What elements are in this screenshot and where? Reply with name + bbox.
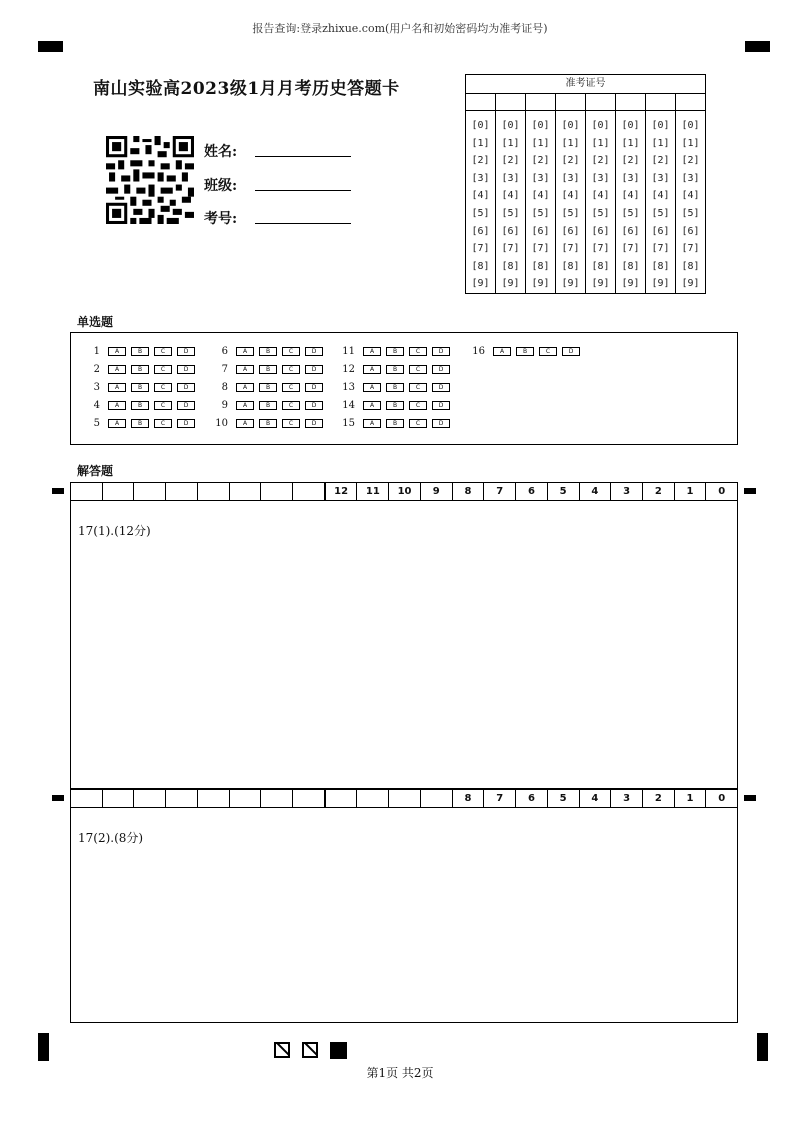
mc-option-bubble[interactable]: B — [131, 383, 149, 392]
score-cell[interactable] — [103, 790, 135, 807]
exam-id-bubble[interactable]: [7] — [681, 243, 700, 255]
page-mark-hatched-1-icon — [274, 1042, 290, 1058]
exam-id-bubble[interactable]: [3] — [501, 172, 520, 184]
mc-option-bubble[interactable]: B — [259, 401, 277, 410]
exam-number-field[interactable] — [255, 208, 351, 224]
mc-option-bubble[interactable]: B — [259, 347, 277, 356]
score-cell[interactable]: 6 — [516, 483, 548, 500]
page-title: 南山实验高2023级1月月考历史答题卡 — [93, 79, 400, 99]
mc-question — [206, 418, 328, 429]
mc-option-bubble[interactable]: C — [409, 347, 427, 356]
exam-id-bubble[interactable]: [1] — [651, 137, 670, 149]
score-cell[interactable]: 12 — [326, 483, 358, 500]
registration-mark-top-left — [38, 41, 63, 52]
exam-id-bubble[interactable]: [8] — [621, 260, 640, 272]
mc-option-bubble[interactable]: A — [236, 419, 254, 428]
mc-question-number: 8 — [221, 382, 228, 393]
exam-id-bubble[interactable]: [2] — [561, 155, 580, 167]
exam-id-bubble[interactable]: [9] — [681, 278, 700, 290]
mc-option-bubble[interactable]: B — [131, 365, 149, 374]
exam-id-write-cell[interactable] — [556, 94, 586, 110]
mc-question — [463, 346, 585, 357]
mc-question-number: 10 — [215, 418, 228, 429]
mc-question-number: 2 — [93, 364, 100, 375]
exam-id-bubble[interactable]: [2] — [501, 155, 520, 167]
mc-option-bubble[interactable]: D — [305, 401, 323, 410]
exam-id-bubble[interactable]: [3] — [531, 172, 550, 184]
exam-id-column — [526, 111, 556, 293]
page-mark-solid — [330, 1042, 347, 1059]
score-cell[interactable]: 0 — [718, 793, 726, 804]
score-cell[interactable] — [198, 483, 230, 500]
mc-question-number: 6 — [221, 346, 228, 357]
exam-id-write-cell[interactable] — [496, 94, 526, 110]
exam-id-bubble[interactable]: [0] — [501, 120, 520, 131]
exam-id-column — [646, 111, 676, 293]
mc-option-bubble[interactable]: A — [493, 347, 511, 356]
exam-id-bubble[interactable]: [0] — [621, 120, 640, 131]
exam-id-bubble[interactable]: [1] — [471, 137, 490, 149]
answer-section-label: 解答题 — [77, 464, 114, 478]
score-cell[interactable]: 7 — [484, 790, 516, 807]
exam-id-bubble[interactable]: [8] — [471, 260, 490, 272]
mc-option-bubble[interactable]: A — [108, 401, 126, 410]
score-row-q2 — [70, 789, 738, 808]
exam-id-bubble[interactable]: [9] — [651, 278, 670, 290]
score-cell[interactable]: 1 — [675, 483, 707, 500]
exam-id-bubble[interactable]: [4] — [591, 190, 610, 202]
mc-option-bubble[interactable]: D — [432, 419, 450, 428]
mc-option-bubble[interactable]: A — [236, 347, 254, 356]
score-cell[interactable]: 0 — [718, 486, 726, 497]
mc-option-bubble[interactable]: A — [108, 383, 126, 392]
mc-question — [78, 346, 200, 357]
mc-question — [78, 382, 200, 393]
mc-option-bubble[interactable]: D — [177, 401, 195, 410]
mc-option-bubble[interactable]: B — [131, 401, 149, 410]
mc-question — [78, 364, 200, 375]
score-cell[interactable]: 4 — [580, 790, 612, 807]
exam-id-bubble[interactable]: [9] — [471, 278, 490, 290]
exam-id-bubble[interactable]: [5] — [561, 207, 580, 219]
mc-question-number: 9 — [221, 400, 228, 411]
score-cell[interactable]: 4 — [580, 483, 612, 500]
exam-id-write-cell[interactable] — [616, 94, 646, 110]
name-label: 姓名: — [204, 144, 238, 160]
mc-option-bubble[interactable]: A — [363, 365, 381, 374]
row-mark-right-2 — [744, 795, 756, 801]
qr-code-icon — [106, 136, 194, 224]
exam-id-bubble[interactable]: [6] — [621, 225, 640, 237]
mc-option-bubble[interactable]: C — [409, 365, 427, 374]
score-cell[interactable]: 3 — [611, 790, 643, 807]
mc-option-bubble[interactable]: C — [154, 365, 172, 374]
row-mark-left-1 — [52, 488, 64, 494]
score-cell[interactable]: 3 — [611, 483, 643, 500]
score-cell[interactable]: 9 — [421, 483, 453, 500]
mc-option-bubble[interactable]: C — [409, 401, 427, 410]
mc-option-bubble[interactable]: A — [108, 347, 126, 356]
row-mark-left-2 — [52, 795, 64, 801]
exam-id-bubble[interactable]: [5] — [471, 207, 490, 219]
exam-id-column — [616, 111, 646, 293]
exam-id-bubble[interactable]: [0] — [561, 120, 580, 131]
exam-id-bubble[interactable]: [0] — [681, 120, 700, 131]
mc-question — [333, 346, 455, 357]
page-number: 第1页 共2页 — [366, 1066, 434, 1080]
mc-option-bubble[interactable]: B — [386, 383, 404, 392]
exam-id-bubble[interactable]: [9] — [561, 278, 580, 290]
exam-id-grid — [465, 74, 706, 294]
page-mark-hatched-2-icon — [302, 1042, 318, 1058]
mc-option-bubble[interactable]: C — [282, 347, 300, 356]
score-cell[interactable] — [198, 790, 230, 807]
exam-id-bubble[interactable]: [2] — [651, 155, 670, 167]
exam-id-bubble[interactable]: [6] — [501, 225, 520, 237]
mc-option-bubble[interactable]: C — [154, 419, 172, 428]
score-cell[interactable]: 5 — [548, 483, 580, 500]
score-row-q1 — [70, 482, 738, 501]
exam-id-bubble[interactable]: [9] — [591, 278, 610, 290]
mc-option-bubble[interactable]: A — [363, 419, 381, 428]
exam-id-bubble[interactable]: [8] — [561, 260, 580, 272]
exam-id-bubble[interactable]: [4] — [651, 190, 670, 202]
mc-question — [78, 400, 200, 411]
score-cell[interactable]: 6 — [516, 790, 548, 807]
mc-option-bubble[interactable]: D — [305, 383, 323, 392]
score-cell[interactable] — [261, 483, 293, 500]
exam-id-bubble[interactable]: [7] — [651, 243, 670, 255]
mc-option-bubble[interactable]: C — [409, 383, 427, 392]
mc-option-bubble[interactable]: D — [432, 401, 450, 410]
score-cell[interactable]: 2 — [643, 790, 675, 807]
exam-id-bubble[interactable]: [9] — [531, 278, 550, 290]
exam-id-bubble[interactable]: [8] — [651, 260, 670, 272]
exam-id-bubble[interactable]: [2] — [591, 155, 610, 167]
exam-id-bubble[interactable]: [1] — [531, 137, 550, 149]
exam-id-bubble[interactable]: [3] — [621, 172, 640, 184]
score-cell[interactable]: 8 — [453, 790, 485, 807]
mc-question-number: 15 — [342, 418, 355, 429]
exam-id-bubble[interactable]: [8] — [501, 260, 520, 272]
mc-option-bubble[interactable]: D — [305, 347, 323, 356]
exam-id-bubble[interactable]: [4] — [531, 190, 550, 202]
exam-id-column — [676, 111, 705, 293]
mc-option-bubble[interactable]: C — [154, 383, 172, 392]
exam-id-bubble[interactable]: [2] — [471, 155, 490, 167]
question-17-2-label: 17(2).(8分) — [78, 831, 144, 845]
score-cell[interactable] — [230, 790, 262, 807]
exam-id-write-row — [466, 94, 705, 111]
mc-option-bubble[interactable]: A — [363, 401, 381, 410]
multiple-choice-label: 单选题 — [77, 315, 114, 329]
score-cell[interactable]: 2 — [643, 483, 675, 500]
mc-question-number: 1 — [93, 346, 100, 357]
mc-option-bubble[interactable]: A — [236, 383, 254, 392]
class-label: 班级: — [204, 178, 238, 194]
mc-option-bubble[interactable]: D — [305, 365, 323, 374]
exam-id-bubble[interactable]: [1] — [501, 137, 520, 149]
mc-option-bubble[interactable]: B — [131, 347, 149, 356]
exam-id-bubble[interactable]: [4] — [561, 190, 580, 202]
exam-id-bubble[interactable]: [5] — [681, 207, 700, 219]
mc-option-bubble[interactable]: D — [432, 347, 450, 356]
exam-id-bubble[interactable]: [5] — [501, 207, 520, 219]
exam-id-bubble[interactable]: [3] — [651, 172, 670, 184]
exam-id-bubble[interactable]: [1] — [561, 137, 580, 149]
score-cell[interactable] — [293, 483, 326, 500]
mc-option-bubble[interactable]: D — [305, 419, 323, 428]
exam-id-title: 准考证号 — [466, 75, 705, 94]
mc-option-bubble[interactable]: B — [516, 347, 534, 356]
score-cell[interactable] — [71, 790, 103, 807]
mc-option-bubble[interactable]: C — [282, 419, 300, 428]
score-cell[interactable]: 5 — [548, 790, 580, 807]
exam-id-bubble[interactable]: [2] — [621, 155, 640, 167]
exam-id-bubble[interactable]: [3] — [561, 172, 580, 184]
exam-id-bubble[interactable]: [3] — [471, 172, 490, 184]
mc-option-bubble[interactable]: A — [236, 401, 254, 410]
mc-option-bubble[interactable]: D — [177, 383, 195, 392]
mc-question-number: 4 — [93, 400, 100, 411]
mc-option-bubble[interactable]: C — [282, 401, 300, 410]
exam-id-bubble[interactable]: [0] — [591, 120, 610, 131]
mc-option-bubble[interactable]: A — [108, 419, 126, 428]
exam-id-bubble[interactable]: [5] — [531, 207, 550, 219]
registration-mark-top-right — [745, 41, 770, 52]
exam-id-write-cell[interactable] — [526, 94, 556, 110]
exam-id-write-cell[interactable] — [586, 94, 616, 110]
score-cell[interactable] — [389, 790, 421, 807]
header-note: 报告查询:登录zhixue.com(用户名和初始密码均为准考证号) — [252, 22, 548, 35]
score-cell[interactable] — [103, 483, 135, 500]
exam-id-write-cell[interactable] — [646, 94, 676, 110]
class-field[interactable] — [255, 175, 351, 191]
mc-question — [333, 382, 455, 393]
mc-question-number: 12 — [342, 364, 355, 375]
mc-question — [206, 364, 328, 375]
mc-option-bubble[interactable]: C — [282, 365, 300, 374]
exam-id-column — [586, 111, 616, 293]
exam-id-bubble[interactable]: [0] — [531, 120, 550, 131]
mc-question-number: 16 — [472, 346, 485, 357]
exam-id-bubble[interactable]: [1] — [591, 137, 610, 149]
score-cell[interactable] — [293, 790, 326, 807]
exam-id-bubble[interactable]: [7] — [531, 243, 550, 255]
exam-id-bubble[interactable]: [6] — [471, 225, 490, 237]
exam-id-bubble[interactable]: [1] — [681, 137, 700, 149]
mc-question — [333, 400, 455, 411]
mc-question — [206, 400, 328, 411]
exam-id-bubble[interactable]: [7] — [591, 243, 610, 255]
exam-id-column — [556, 111, 586, 293]
exam-id-bubbles — [466, 111, 705, 293]
score-cell[interactable] — [134, 790, 166, 807]
mc-question — [333, 418, 455, 429]
mc-question-number: 13 — [342, 382, 355, 393]
exam-id-bubble[interactable]: [3] — [681, 172, 700, 184]
exam-id-bubble[interactable]: [6] — [651, 225, 670, 237]
mc-option-bubble[interactable]: B — [386, 401, 404, 410]
exam-id-column — [466, 111, 496, 293]
mc-option-bubble[interactable]: C — [282, 383, 300, 392]
mc-question-number: 11 — [342, 346, 355, 357]
exam-id-bubble[interactable]: [6] — [591, 225, 610, 237]
mc-option-bubble[interactable]: B — [386, 419, 404, 428]
mc-option-bubble[interactable]: C — [409, 419, 427, 428]
mc-option-bubble[interactable]: B — [259, 365, 277, 374]
exam-id-column — [496, 111, 526, 293]
mc-option-bubble[interactable]: A — [236, 365, 254, 374]
mc-option-bubble[interactable]: B — [259, 383, 277, 392]
exam-id-bubble[interactable]: [8] — [681, 260, 700, 272]
exam-id-bubble[interactable]: [7] — [621, 243, 640, 255]
exam-id-bubble[interactable]: [5] — [651, 207, 670, 219]
mc-option-bubble[interactable]: A — [363, 347, 381, 356]
score-cell[interactable]: 1 — [675, 790, 707, 807]
exam-id-bubble[interactable]: [6] — [681, 225, 700, 237]
mc-question — [206, 382, 328, 393]
mc-question — [206, 346, 328, 357]
mc-option-bubble[interactable]: D — [177, 419, 195, 428]
mc-question — [333, 364, 455, 375]
mc-option-bubble[interactable]: D — [432, 365, 450, 374]
exam-id-bubble[interactable]: [5] — [591, 207, 610, 219]
mc-option-bubble[interactable]: D — [432, 383, 450, 392]
exam-id-write-cell[interactable] — [676, 94, 705, 110]
answer-box-q1[interactable] — [70, 500, 738, 789]
mc-option-bubble[interactable]: B — [131, 419, 149, 428]
exam-id-bubble[interactable]: [6] — [561, 225, 580, 237]
mc-option-bubble[interactable]: C — [539, 347, 557, 356]
mc-option-bubble[interactable]: B — [386, 347, 404, 356]
score-cell[interactable] — [166, 483, 198, 500]
mc-question — [78, 418, 200, 429]
exam-id-bubble[interactable]: [8] — [531, 260, 550, 272]
exam-id-bubble[interactable]: [7] — [471, 243, 490, 255]
question-17-1-label: 17(1).(12分) — [78, 524, 151, 538]
exam-id-bubble[interactable]: [2] — [681, 155, 700, 167]
answer-box-q2[interactable] — [70, 807, 738, 1023]
exam-id-bubble[interactable]: [8] — [591, 260, 610, 272]
score-cell[interactable] — [421, 790, 453, 807]
mc-option-bubble[interactable]: C — [154, 401, 172, 410]
exam-id-bubble[interactable]: [7] — [561, 243, 580, 255]
exam-number-label: 考号: — [204, 211, 238, 227]
mc-option-bubble[interactable]: B — [259, 419, 277, 428]
mc-option-bubble[interactable]: D — [177, 347, 195, 356]
exam-id-write-cell[interactable] — [466, 94, 496, 110]
mc-option-bubble[interactable]: B — [386, 365, 404, 374]
score-cell[interactable] — [261, 790, 293, 807]
registration-mark-bottom-right — [757, 1033, 768, 1061]
exam-id-bubble[interactable]: [9] — [621, 278, 640, 290]
exam-id-bubble[interactable]: [5] — [621, 207, 640, 219]
mc-question-number: 3 — [93, 382, 100, 393]
mc-question-number: 14 — [342, 400, 355, 411]
mc-option-bubble[interactable]: A — [363, 383, 381, 392]
exam-id-bubble[interactable]: [3] — [591, 172, 610, 184]
mc-option-bubble[interactable]: A — [108, 365, 126, 374]
exam-id-bubble[interactable]: [1] — [621, 137, 640, 149]
exam-id-bubble[interactable]: [0] — [471, 120, 490, 131]
score-cell[interactable] — [134, 483, 166, 500]
mc-question-number: 7 — [221, 364, 228, 375]
mc-option-bubble[interactable]: D — [562, 347, 580, 356]
exam-id-bubble[interactable]: [4] — [471, 190, 490, 202]
score-cell[interactable] — [166, 790, 198, 807]
exam-id-bubble[interactable]: [0] — [651, 120, 670, 131]
score-cell[interactable]: 11 — [357, 483, 389, 500]
score-cell[interactable]: 10 — [389, 483, 421, 500]
exam-id-bubble[interactable]: [4] — [621, 190, 640, 202]
mc-option-bubble[interactable]: C — [154, 347, 172, 356]
exam-id-bubble[interactable]: [2] — [531, 155, 550, 167]
score-cell[interactable] — [357, 790, 389, 807]
exam-id-bubble[interactable]: [7] — [501, 243, 520, 255]
score-cell[interactable]: 8 — [453, 483, 485, 500]
score-cell[interactable] — [71, 483, 103, 500]
score-cell[interactable] — [230, 483, 262, 500]
score-cell[interactable]: 7 — [484, 483, 516, 500]
exam-id-bubble[interactable]: [9] — [501, 278, 520, 290]
registration-mark-bottom-left — [38, 1033, 49, 1061]
row-mark-right-1 — [744, 488, 756, 494]
score-cell[interactable] — [326, 790, 358, 807]
exam-id-bubble[interactable]: [4] — [501, 190, 520, 202]
mc-option-bubble[interactable]: D — [177, 365, 195, 374]
mc-question-number: 5 — [93, 418, 100, 429]
exam-id-bubble[interactable]: [4] — [681, 190, 700, 202]
name-field[interactable] — [255, 141, 351, 157]
exam-id-bubble[interactable]: [6] — [531, 225, 550, 237]
